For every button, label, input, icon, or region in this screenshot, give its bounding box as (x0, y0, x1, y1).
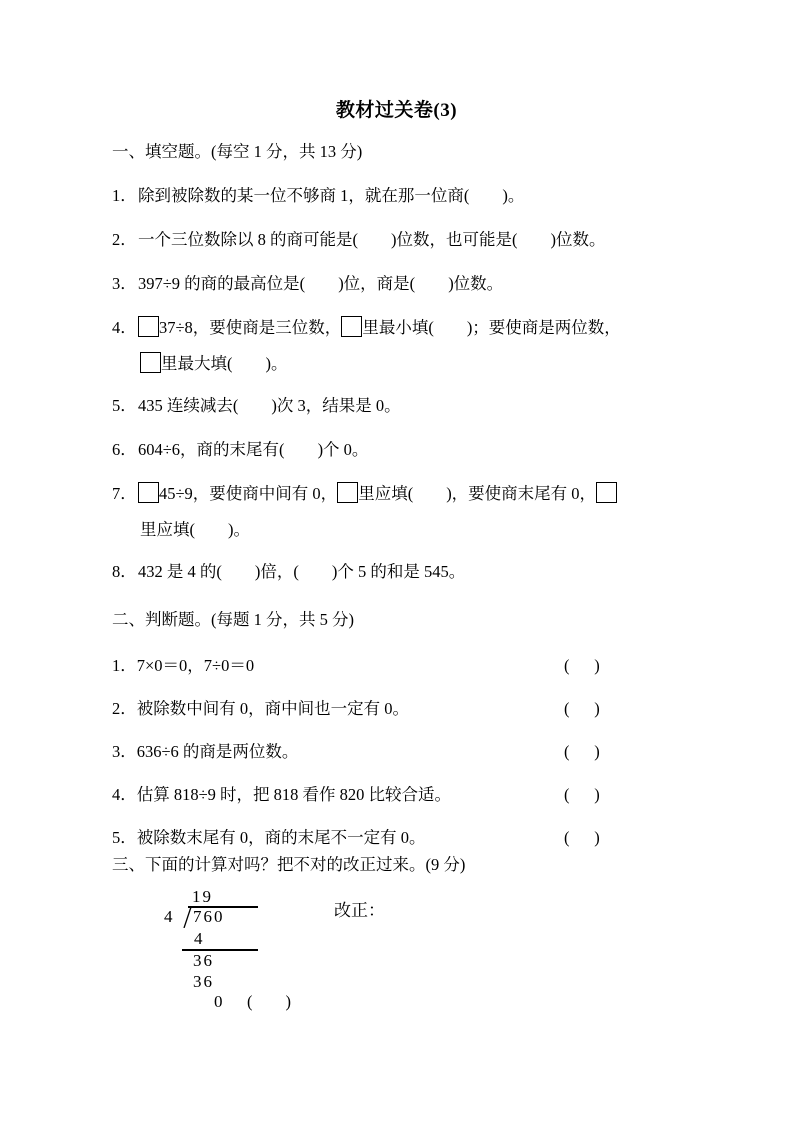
question-2-blank-1[interactable] (358, 228, 391, 252)
question-6-text-a: 604÷6，商的末尾有( (138, 440, 285, 459)
question-2-blank-2[interactable] (518, 228, 551, 252)
section-heading-3: 三、下面的计算对吗？把不对的改正过来。(9 分) (112, 855, 466, 874)
question-7-blank-2[interactable] (195, 518, 228, 542)
section-heading-1: 一、填空题。(每空 1 分，共 13 分) (112, 142, 363, 161)
question-1-number: 1． (112, 186, 137, 205)
judgement-5-text: 被除数末尾有 0，商的末尾不一定有 0。 (136, 828, 426, 847)
division-answer-parens[interactable]: ( ) (247, 992, 291, 1011)
question-1 (112, 184, 712, 208)
judgement-2 (112, 697, 712, 721)
judgement-4-answer[interactable]: ( ) (564, 785, 600, 804)
division-remainder-2: 0 (214, 992, 223, 1011)
question-8 (112, 560, 712, 584)
division-divisor: 4 (164, 907, 173, 926)
judgement-2-number: 2． (112, 699, 137, 718)
judgement-5 (112, 826, 712, 850)
question-4-text-b: 里最小填( (362, 318, 434, 337)
judgement-1 (112, 654, 712, 678)
question-1-text-b: )。 (502, 186, 525, 205)
question-8-blank-1[interactable] (222, 560, 255, 584)
empty-square-box-icon[interactable] (138, 316, 159, 337)
judgement-2-text: 被除数中间有 0，商中间也一定有 0。 (136, 699, 409, 718)
section-check-calculation (112, 853, 712, 877)
judgement-3-answer[interactable]: ( ) (564, 742, 600, 761)
judgement-2-answer[interactable]: ( ) (564, 699, 600, 718)
question-2-text-b: )位数，也可能是( (391, 230, 518, 249)
question-8-text-c: )个 5 的和是 545。 (331, 562, 466, 581)
empty-square-box-icon[interactable] (596, 482, 617, 503)
question-4-line2-text-a: 里最大填( (161, 354, 233, 373)
question-4-line2 (112, 352, 712, 376)
judgement-4 (112, 783, 712, 807)
question-7-number: 7． (112, 484, 137, 503)
question-2-text-c: )位数。 (550, 230, 606, 249)
question-4-text-c: )；要使商是两位数， (466, 318, 621, 337)
question-2-text-a: 一个三位数除以 8 的商可能是( (138, 230, 358, 249)
question-3-number: 3． (112, 274, 137, 293)
question-5-blank[interactable] (238, 394, 271, 418)
empty-square-box-icon[interactable] (140, 352, 161, 373)
question-8-text-a: 432 是 4 的( (138, 562, 222, 581)
question-5-number: 5． (112, 396, 137, 415)
question-2 (112, 228, 712, 252)
division-subtract-step-2: 36 (193, 972, 214, 991)
judgement-5-answer[interactable]: ( ) (564, 828, 600, 847)
question-8-blank-2[interactable] (299, 560, 332, 584)
judgement-1-answer[interactable]: ( ) (564, 656, 600, 675)
question-3-blank-2[interactable] (415, 272, 448, 296)
division-remainder-1: 36 (193, 951, 214, 970)
division-subtract-step-1: 4 (194, 929, 203, 948)
question-5 (112, 394, 712, 418)
page-title: 教材过关卷(3) (335, 100, 458, 121)
question-7-line2-text-a: 里应填( (140, 520, 195, 539)
question-7-line2-text-b: )。 (228, 520, 250, 539)
section-true-false (112, 608, 712, 850)
correction-label: 改正： (334, 901, 385, 920)
judgement-3 (112, 740, 712, 764)
question-1-blank[interactable] (469, 184, 502, 208)
question-7-text-a: 45÷9，要使商中间有 0， (159, 484, 338, 503)
empty-square-box-icon[interactable] (337, 482, 358, 503)
question-5-text-b: )次 3，结果是 0。 (271, 396, 401, 415)
judgement-3-number: 3． (112, 742, 137, 761)
long-division-problem (112, 888, 712, 1018)
question-4-text-a: 37÷8，要使商是三位数， (159, 318, 342, 337)
question-4-blank-1[interactable] (434, 316, 467, 340)
question-8-number: 8． (112, 562, 137, 581)
question-6-number: 6． (112, 440, 137, 459)
question-6 (112, 438, 712, 462)
judgement-5-number: 5． (112, 828, 137, 847)
question-6-text-b: )个 0。 (317, 440, 369, 459)
judgement-3-text: 636÷6 的商是两位数。 (136, 742, 299, 761)
question-3-blank-1[interactable] (305, 272, 338, 296)
question-2-number: 2． (112, 230, 137, 249)
question-3-text-c: )位数。 (448, 274, 504, 293)
question-1-text-a: 除到被除数的某一位不够商 1，就在那一位商( (138, 186, 470, 205)
question-7-text-c: )，要使商末尾有 0， (446, 484, 597, 503)
question-7-blank-1[interactable] (413, 482, 446, 506)
question-3 (112, 272, 712, 296)
question-6-blank[interactable] (285, 438, 318, 462)
question-7 (112, 482, 712, 506)
question-5-text-a: 435 连续减去( (138, 396, 239, 415)
question-7-line2 (112, 518, 712, 542)
question-4-blank-2[interactable] (233, 352, 266, 376)
empty-square-box-icon[interactable] (341, 316, 362, 337)
judgement-1-number: 1． (112, 656, 137, 675)
division-dividend: 760 (193, 907, 225, 926)
question-7-text-b: 里应填( (358, 484, 414, 503)
division-bracket-icon (183, 907, 192, 928)
judgement-1-text: 7×0＝0，7÷0＝0 (136, 656, 255, 675)
question-3-text-a: 397÷9 的商的最高位是( (138, 274, 306, 293)
section-heading-2: 二、判断题。(每题 1 分，共 5 分) (112, 610, 354, 629)
question-4 (112, 316, 712, 340)
question-8-text-b: )倍，( (254, 562, 299, 581)
question-3-text-b: )位，商是( (338, 274, 416, 293)
judgement-4-text: 估算 818÷9 时，把 818 看作 820 比较合适。 (136, 785, 452, 804)
division-quotient: 19 (192, 887, 213, 906)
judgement-4-number: 4． (112, 785, 137, 804)
section-fill-in-blanks (112, 140, 712, 584)
question-4-number: 4． (112, 318, 137, 337)
empty-square-box-icon[interactable] (138, 482, 159, 503)
question-4-line2-text-b: )。 (265, 354, 288, 373)
